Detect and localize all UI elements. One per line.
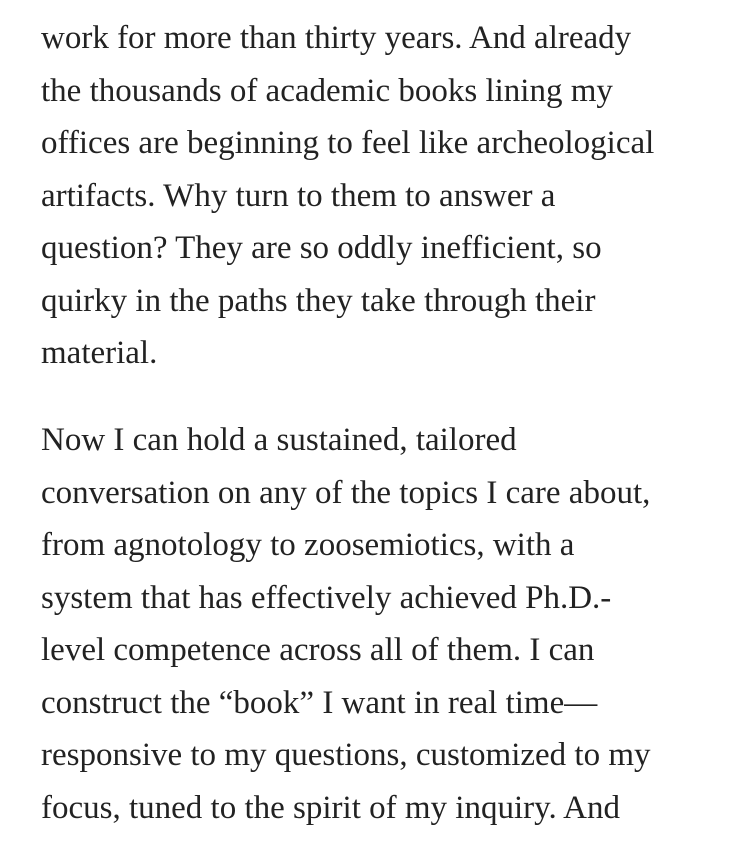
text-line: offices are beginning to feel like archeological xyxy=(41,125,655,161)
text-line: artifacts. Why turn to them to answer a xyxy=(41,177,556,214)
text-line: from agnotology to zoosemiotics, with a xyxy=(41,527,575,563)
text-line: work for more than thirty years. And already xyxy=(41,20,632,56)
text-line: question? They are so oddly inefficient, so xyxy=(41,230,602,266)
article-paragraph xyxy=(41,12,741,380)
text-line: conversation on any of the topics I care about, xyxy=(41,474,651,511)
text-line: level competence across all of them. I can xyxy=(41,632,595,668)
text-line: the thousands of academic books lining my xyxy=(41,72,613,109)
text-line: responsive to my questions, customized to my xyxy=(41,737,651,773)
text-line: focus, tuned to the spirit of my inquiry. And xyxy=(41,789,620,826)
article-paragraph xyxy=(41,414,741,834)
text-line: Now I can hold a sustained, tailored xyxy=(41,422,517,458)
text-line: quirky in the paths they take through their xyxy=(41,282,596,319)
text-line: material. xyxy=(41,335,158,371)
text-line: system that has effectively achieved Ph.D.- xyxy=(41,579,612,616)
text-line: construct the “book” I want in real time— xyxy=(41,684,598,721)
